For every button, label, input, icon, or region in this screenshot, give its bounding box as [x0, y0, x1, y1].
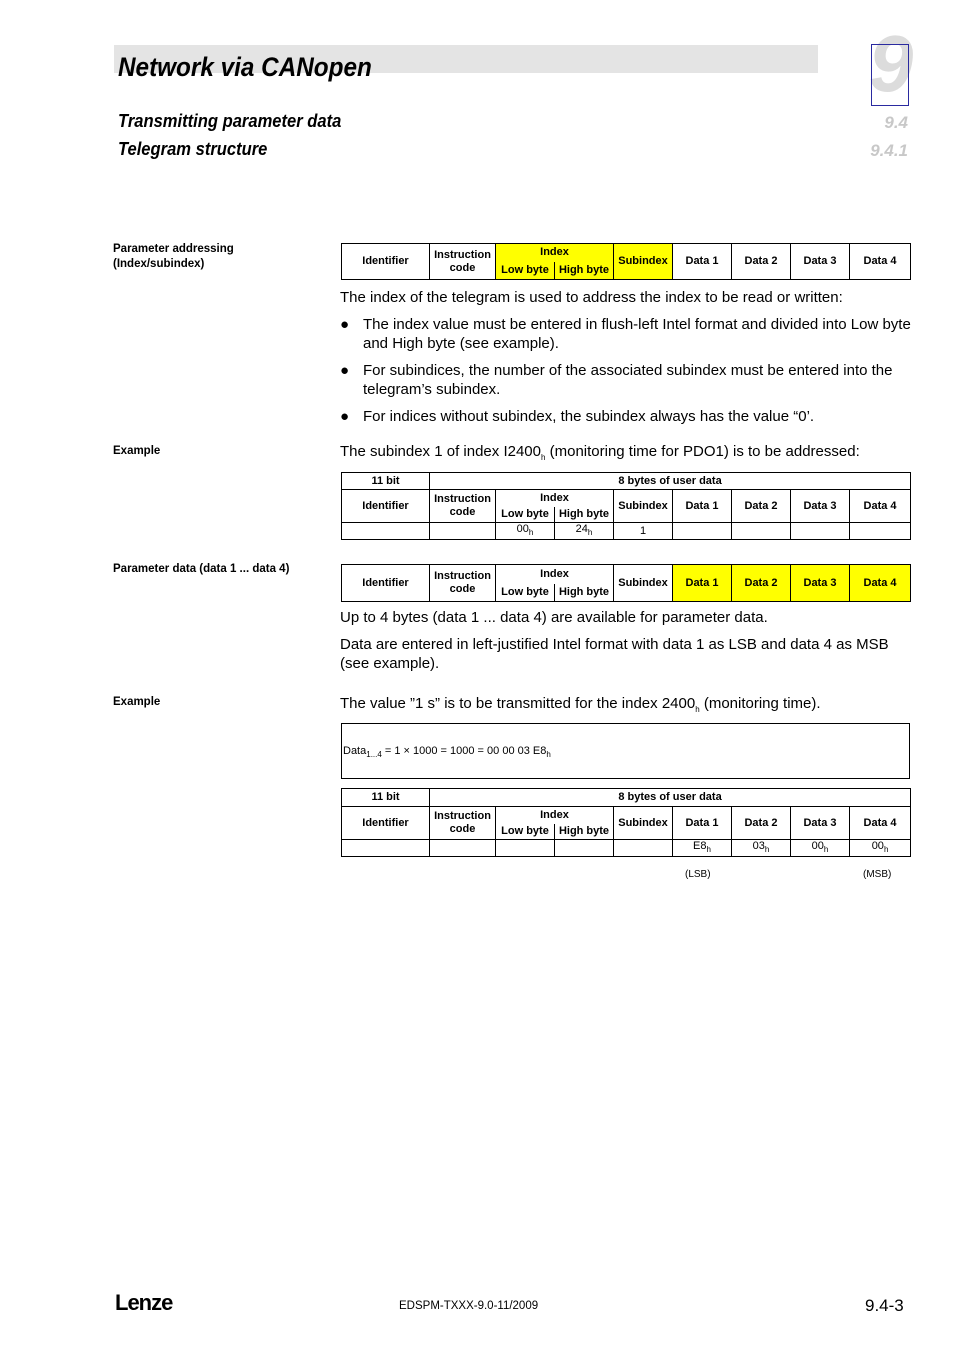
data4-value: $00_h$ — [850, 840, 911, 857]
value-cell — [791, 523, 850, 540]
user-data-cell: 8 bytes of user data — [430, 789, 911, 807]
data2-value: $03_h$ — [732, 840, 791, 857]
low-byte-cell: Low byte — [496, 507, 555, 523]
chapter-box — [871, 44, 909, 106]
high-byte-cell: High byte — [555, 824, 614, 840]
data3-cell: Data 3 — [791, 807, 850, 840]
telegram-table-example-1 — [341, 472, 911, 540]
user-data-cell: 8 bytes of user data — [430, 473, 911, 490]
data1-cell: Data 1 — [673, 244, 732, 280]
data3-cell: Data 3 — [791, 565, 850, 602]
index-cell: Index — [496, 244, 614, 262]
bits-cell: 11 bit — [342, 789, 430, 807]
lenze-logo: Lenze — [115, 1290, 173, 1315]
low-byte-cell: Low byte — [496, 262, 555, 280]
addressing-intro: The index of the telegram is used to address the index to be read or written: — [340, 289, 843, 306]
high-byte-value: $24_h$ — [555, 523, 614, 540]
side-label-addressing: Parameter addressing (Index/subindex) — [113, 243, 234, 270]
data4-cell: Data 4 — [850, 244, 911, 280]
data1-cell: Data 1 — [673, 807, 732, 840]
msb-label: (MSB) — [863, 869, 892, 880]
instruction-code-cell: Instruction code — [430, 807, 496, 840]
index-cell: Index — [496, 490, 614, 507]
data4-cell: Data 4 — [850, 490, 911, 523]
identifier-cell: Identifier — [342, 807, 430, 840]
param-data-text-1: Up to 4 bytes (data 1 ... data 4) are available for parameter data. — [340, 609, 768, 626]
high-byte-cell: High byte — [555, 507, 614, 523]
subsection-title: Telegram structure — [118, 139, 268, 159]
index-cell: Index — [496, 807, 614, 824]
subindex-cell: Subindex — [614, 244, 673, 280]
data3-value: $00_h$ — [791, 840, 850, 857]
chapter-number: 9 — [868, 19, 914, 108]
data2-cell: Data 2 — [732, 565, 791, 602]
section-number: 9.4 — [884, 113, 908, 132]
side-label-example-2: Example — [113, 696, 161, 708]
low-byte-cell: Low byte — [496, 584, 555, 602]
page-title: Network via CANopen — [118, 52, 372, 82]
data1-value: $E8_h$ — [673, 840, 732, 857]
high-byte-cell: High byte — [555, 584, 614, 602]
high-byte-cell: High byte — [555, 262, 614, 280]
telegram-table-addressing — [341, 243, 911, 280]
subsection-number: 9.4.1 — [870, 141, 908, 160]
value-cell — [555, 840, 614, 857]
page-number: 9.4-3 — [865, 1296, 904, 1315]
bits-cell: 11 bit — [342, 473, 430, 490]
bullet-item: ● For indices without subindex, the subindex always has the value “0’. — [340, 408, 815, 425]
data2-cell: Data 2 — [732, 490, 791, 523]
lsb-label: (LSB) — [685, 869, 711, 880]
subindex-cell: Subindex — [614, 490, 673, 523]
subindex-cell: Subindex — [614, 565, 673, 602]
bullet-item: ● For subindices, the number of the associated subindex must be entered into the telegram’s subindex. — [340, 362, 893, 398]
example2-text: The value ”1 s” is to be transmitted for the index $2400_h$ (monitoring time). — [340, 695, 821, 714]
subindex-value: 1 — [614, 523, 673, 540]
telegram-table-example-2 — [341, 788, 911, 857]
subindex-cell: Subindex — [614, 807, 673, 840]
value-cell — [673, 523, 732, 540]
value-cell — [430, 840, 496, 857]
identifier-cell: Identifier — [342, 565, 430, 602]
instruction-code-cell: Instruction code — [430, 565, 496, 602]
data4-cell: Data 4 — [850, 565, 911, 602]
identifier-cell: Identifier — [342, 244, 430, 280]
section-title: Transmitting parameter data — [118, 111, 342, 131]
data4-cell: Data 4 — [850, 807, 911, 840]
index-cell: Index — [496, 565, 614, 584]
value-cell — [430, 523, 496, 540]
value-cell — [496, 840, 555, 857]
value-cell — [732, 523, 791, 540]
data2-cell: Data 2 — [732, 807, 791, 840]
document-id: EDSPM-TXXX-9.0-11/2009 — [399, 1300, 539, 1312]
value-cell — [342, 523, 430, 540]
data1-cell: Data 1 — [673, 490, 732, 523]
low-byte-value: $00_h$ — [496, 523, 555, 540]
identifier-cell: Identifier — [342, 490, 430, 523]
data1-cell: Data 1 — [673, 565, 732, 602]
telegram-table-param-data — [341, 564, 911, 602]
value-cell — [342, 840, 430, 857]
instruction-code-cell: Instruction code — [430, 490, 496, 523]
side-label-param-data: Parameter data (data 1 ... data 4) — [113, 563, 290, 575]
instruction-code-cell: Instruction code — [430, 244, 496, 280]
data2-cell: Data 2 — [732, 244, 791, 280]
example1-text: The subindex 1 of index $I2400_h$ (monitoring time for PDO1) is to be addressed: — [340, 443, 860, 462]
data3-cell: Data 3 — [791, 244, 850, 280]
side-label-example-1: Example — [113, 445, 161, 457]
formula-text: Data$_{1...4}$ = 1 × 1000 = 1000 = 00 00 03 $E8_h$ — [343, 745, 551, 760]
value-cell — [850, 523, 911, 540]
param-data-text-2: Data are entered in left-justified Intel format with data 1 as LSB and data 4 as MSB (see example). — [340, 636, 889, 672]
bullet-item: ● The index value must be entered in flush-left Intel format and divided into Low byte and High byte (see example). — [340, 316, 911, 352]
data3-cell: Data 3 — [791, 490, 850, 523]
value-cell — [614, 840, 673, 857]
low-byte-cell: Low byte — [496, 824, 555, 840]
